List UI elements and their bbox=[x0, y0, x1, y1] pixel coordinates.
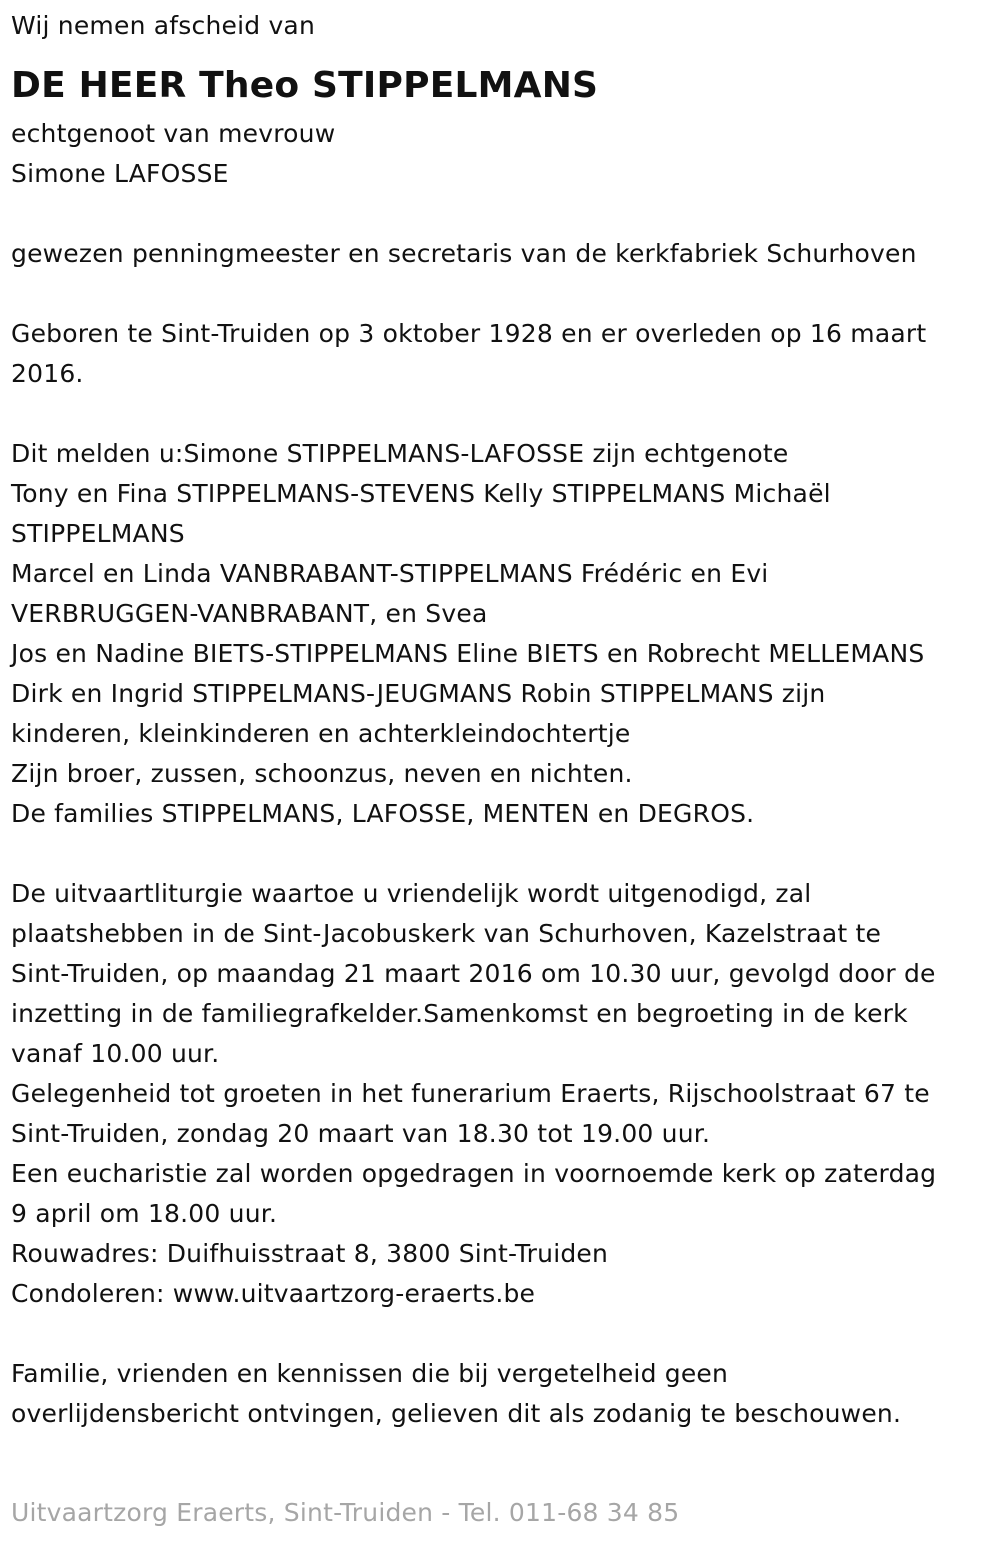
notice-block bbox=[11, 1354, 991, 1434]
announcers-block bbox=[11, 434, 991, 834]
birth-death-line: 2016. bbox=[11, 359, 84, 388]
birth-death-block bbox=[11, 314, 991, 394]
mourning-address: Rouwadres: Duifhuisstraat 8, 3800 Sint-Truiden bbox=[11, 1239, 609, 1268]
announcers-line: Zijn broer, zussen, schoonzus, neven en nichten. bbox=[11, 759, 633, 788]
deceased-name: DE HEER Theo STIPPELMANS bbox=[11, 65, 599, 106]
announcers-line: STIPPELMANS bbox=[11, 519, 185, 548]
ceremony-line: 9 april om 18.00 uur. bbox=[11, 1199, 278, 1228]
ceremony-line: Sint-Truiden, op maandag 21 maart 2016 om 10.30 uur, gevolgd door de bbox=[11, 959, 936, 988]
birth-death-line: Geboren te Sint-Truiden op 3 oktober 1928 en er overleden op 16 maart bbox=[11, 319, 927, 348]
spouse-line: Simone LAFOSSE bbox=[11, 159, 229, 188]
ceremony-line: Gelegenheid tot groeten in het funerarium Eraerts, Rijschoolstraat 67 te bbox=[11, 1079, 930, 1108]
ceremony-line: De uitvaartliturgie waartoe u vriendelijk wordt uitgenodigd, zal bbox=[11, 879, 812, 908]
ceremony-line: plaatshebben in de Sint-Jacobuskerk van Schurhoven, Kazelstraat te bbox=[11, 919, 882, 948]
announcers-line: VERBRUGGEN-VANBRABANT, en Svea bbox=[11, 599, 488, 628]
condolence-website: Condoleren: www.uitvaartzorg-eraerts.be bbox=[11, 1279, 536, 1308]
spouse-block bbox=[11, 114, 991, 194]
function-text: gewezen penningmeester en secretaris van de kerkfabriek Schurhoven bbox=[11, 239, 917, 268]
obituary-document bbox=[11, 6, 991, 1434]
announcers-line: De families STIPPELMANS, LAFOSSE, MENTEN en DEGROS. bbox=[11, 799, 755, 828]
announcers-line: Jos en Nadine BIETS-STIPPELMANS Eline BIETS en Robrecht MELLEMANS bbox=[11, 639, 925, 668]
spouse-line: echtgenoot van mevrouw bbox=[11, 119, 336, 148]
notice-line: overlijdensbericht ontvingen, gelieven dit als zodanig te beschouwen. bbox=[11, 1399, 902, 1428]
paragraph-gap bbox=[11, 834, 991, 874]
announcers-line: Tony en Fina STIPPELMANS-STEVENS Kelly STIPPELMANS Michaël bbox=[11, 479, 831, 508]
funeral-home-footer: Uitvaartzorg Eraerts, Sint-Truiden - Tel. 011-68 34 85 bbox=[11, 1498, 680, 1527]
paragraph-gap bbox=[11, 274, 991, 314]
paragraph-gap bbox=[11, 194, 991, 234]
ceremony-line: inzetting in de familiegrafkelder.Samenkomst en begroeting in de kerk bbox=[11, 999, 908, 1028]
announcers-line: Marcel en Linda VANBRABANT-STIPPELMANS Frédéric en Evi bbox=[11, 559, 769, 588]
ceremony-line: vanaf 10.00 uur. bbox=[11, 1039, 220, 1068]
ceremony-line: Sint-Truiden, zondag 20 maart van 18.30 tot 19.00 uur. bbox=[11, 1119, 711, 1148]
ceremony-block bbox=[11, 874, 991, 1314]
paragraph-gap bbox=[11, 1314, 991, 1354]
ceremony-line: Een eucharistie zal worden opgedragen in voornoemde kerk op zaterdag bbox=[11, 1159, 937, 1188]
intro-text: Wij nemen afscheid van bbox=[11, 11, 315, 40]
paragraph-gap bbox=[11, 394, 991, 434]
notice-line: Familie, vrienden en kennissen die bij vergetelheid geen bbox=[11, 1359, 729, 1388]
announcers-line: kinderen, kleinkinderen en achterkleindochtertje bbox=[11, 719, 631, 748]
announcers-line: Dit melden u:Simone STIPPELMANS-LAFOSSE zijn echtgenote bbox=[11, 439, 789, 468]
announcers-line: Dirk en Ingrid STIPPELMANS-JEUGMANS Robin STIPPELMANS zijn bbox=[11, 679, 826, 708]
